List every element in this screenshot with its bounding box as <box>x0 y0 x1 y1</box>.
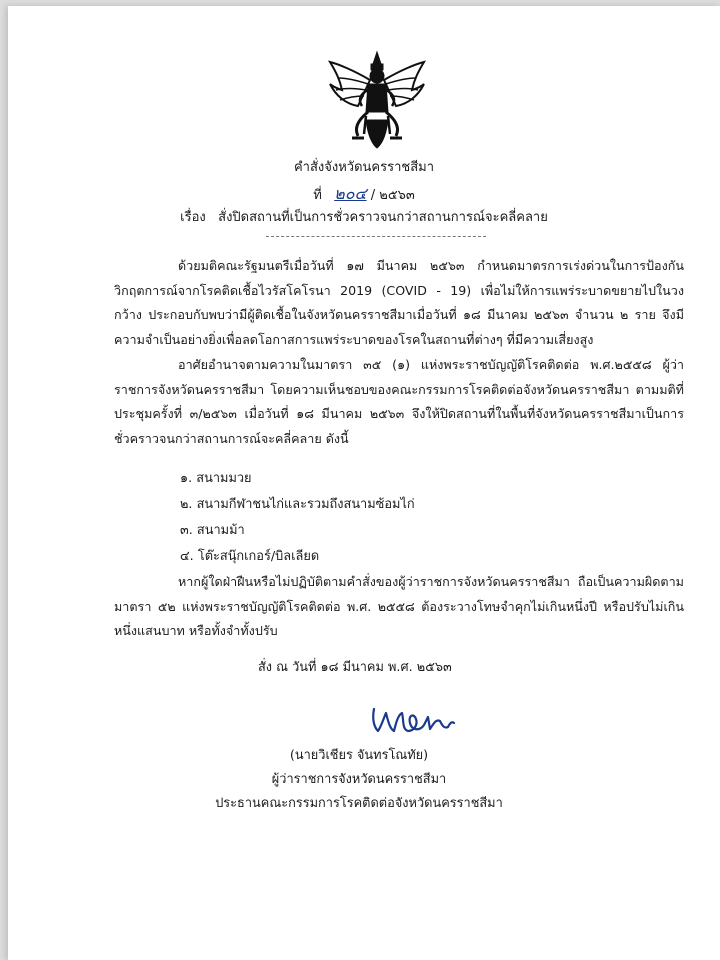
subject-text: สั่งปิดสถานที่เป็นการชั่วคราวจนกว่าสถานการณ์จะคลี่คลาย <box>218 210 548 225</box>
signatory-name: (นายวิเชียร จันทรโณทัย) <box>289 748 429 763</box>
handwritten-signature <box>368 701 458 741</box>
signatory-position-committee: ประธานคณะกรรมการโรคติดต่อจังหวัดนครราชสีมา <box>215 796 503 811</box>
list-item: ๔. โต๊ะสนุ๊กเกอร์/บิลเลียด <box>180 549 320 564</box>
list-item: ๑. สนามมวย <box>180 471 252 486</box>
closure-list <box>180 466 415 570</box>
header-divider <box>266 236 486 237</box>
body-paragraph-3: หากผู้ใดฝ่าฝืนหรือไม่ปฏิบัติตามคำสั่งของผู้ว่าราชการจังหวัดนครราชสีมา ถือเป็นความผิดตามมาตรา ๕๒ แห่งพระราชบัญญัติโรคติดต่อ พ.ศ. ๒๕๕๘ ต้องระวางโทษจำคุกไม่เกินหนึ่งปี หรือปรับไม่เกินหนึ่งแสนบาท หรือทั้งจำทั้งปรับ <box>114 574 684 638</box>
order-number-prefix: ที่ <box>313 188 322 203</box>
order-subject <box>8 206 720 227</box>
subject-label: เรื่อง <box>180 210 206 225</box>
order-title: คำสั่งจังหวัดนครราชสีมา <box>293 160 435 175</box>
body-paragraph-1: ด้วยมติคณะรัฐมนตรีเมื่อวันที่ ๑๗ มีนาคม ๒๕๖๓ กำหนดมาตรการเร่งด่วนในการป้องกันวิกฤตการณ์จากโรคติดเชื้อไวรัสโคโรนา 2019 (COVID - 19) เพื่อไม่ให้การแพร่ระบาดขยายไปในวงกว้าง ประกอบกับพบว่ามีผู้ติดเชื้อในจังหวัดนครราชสีมาเมื่อวันที่ ๑๘ มีนาคม ๒๕๖๓ จำนวน ๒ ราย จึงมีความจำเป็นอย่างยิ่งเพื่อลดโอกาสการแพร่ระบาดของโรคในสถานที่ต่างๆ ที่มีความเสี่ยงสูง <box>114 258 684 347</box>
list-item: ๒. สนามกีฬาชนไก่และรวมถึงสนามซ้อมไก่ <box>180 497 415 512</box>
list-item: ๓. สนามม้า <box>180 523 245 538</box>
body-paragraph-2: อาศัยอำนาจตามความในมาตรา ๓๕ (๑) แห่งพระราชบัญญัติโรคติดต่อ พ.ศ.๒๕๕๘ ผู้ว่าราชการจังหวัดนครราชสีมา โดยความเห็นชอบของคณะกรรมการโรคติดต่อจังหวัดนครราชสีมา ตามมติที่ประชุมครั้งที่ ๓/๒๕๖๓ เมื่อวันที่ ๑๘ มีนาคม ๒๕๖๓ จึงให้ปิดสถานที่ในพื้นที่จังหวัดนครราชสีมาเป็นการชั่วคราวจนกว่าสถานการณ์จะคลี่คลาย ดังนี้ <box>114 357 684 446</box>
order-number-year: / ๒๕๖๓ <box>370 188 415 203</box>
issue-date: สั่ง ณ วันที่ ๑๘ มีนาคม พ.ศ. ๒๕๖๓ <box>258 660 452 675</box>
order-number-handwritten: ๒๐๔ <box>334 184 367 203</box>
garuda-emblem-icon <box>328 50 426 150</box>
document-page <box>8 6 720 960</box>
signatory-position: ผู้ว่าราชการจังหวัดนครราชสีมา <box>271 772 447 787</box>
order-number <box>8 182 720 207</box>
